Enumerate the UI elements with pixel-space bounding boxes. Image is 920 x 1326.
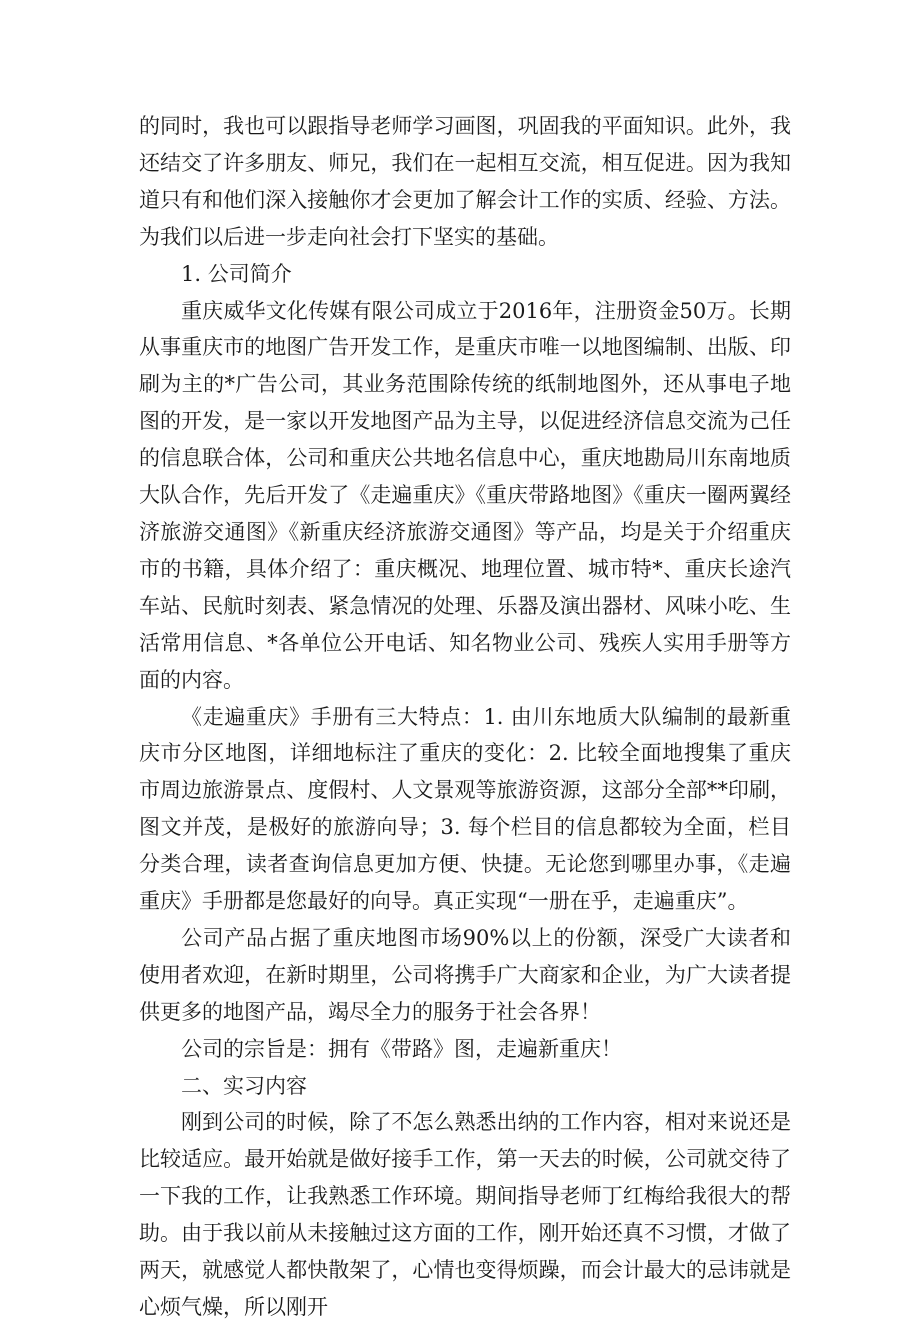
document-body: [139, 108, 791, 1326]
section-heading-company-intro: 1. 公司简介: [181, 261, 292, 286]
paragraph-continuation: 的同时，我也可以跟指导老师学习画图，巩固我的平面知识。此外，我还结交了许多朋友、师兄，我们在一起相互交流，相互促进。因为我知道只有和他们深入接触你才会更加了解会计工作的实质、经验、方法。为我们以后进一步走向社会打下坚实的基础。: [139, 114, 791, 249]
paragraph-company-overview: 重庆威华文化传媒有限公司成立于2016年，注册资金50万。长期从事重庆市的地图广告开发工作，是重庆市唯一以地图编制、出版、印刷为主的*广告公司，其业务范围除传统的纸制地图外，还从事电子地图的开发，是一家以开发地图产品为主导，以促进经济信息交流为己任的信息联合体，公司和重庆公共地名信息中心，重庆地勘局川东南地质大队合作，先后开发了《走遍重庆》《重庆带路地图》《重庆一圈两翼经济旅游交通图》《新重庆经济旅游交通图》等产品，均是关于介绍重庆市的书籍，具体介绍了：重庆概况、地理位置、城市特*、重庆长途汽车站、民航时刻表、紧急情况的处理、乐器及演出器材、风味小吃、生活常用信息、*各单位公开电话、知名物业公司、残疾人实用手册等方面的内容。: [139, 298, 791, 692]
paragraph-internship-start: 刚到公司的时候，除了不怎么熟悉出纳的工作内容，相对来说还是比较适应。最开始就是做好接手工作，第一天去的时候，公司就交待了一下我的工作，让我熟悉工作环境。期间指导老师丁红梅给我很大的帮助。由于我以前从未接触过这方面的工作，刚开始还真不习惯，才做了两天，就感觉人都快散架了，心情也变得烦躁，而会计最大的忌讳就是心烦气燥，所以刚开: [139, 1110, 791, 1319]
paragraph-market-share: 公司产品占据了重庆地图市场90%以上的份额，深受广大读者和使用者欢迎，在新时期里，公司将携手广大商家和企业，为广大读者提供更多的地图产品，竭尽全力的服务于社会各界！: [139, 925, 791, 1024]
section-heading-internship-content: 二、实习内容: [181, 1073, 307, 1098]
paragraph-handbook-features: 《走遍重庆》手册有三大特点：1. 由川东地质大队编制的最新重庆市分区地图，详细地标注了重庆的变化：2. 比较全面地搜集了重庆市周边旅游景点、度假村、人文景观等旅游资源，这部分全部**印刷，图文并茂，是极好的旅游向导；3. 每个栏目的信息都较为全面，栏目分类合理，读者查询信息更加方便、快捷。无论您到哪里办事，《走遍重庆》手册都是您最好的向导。真正实现“一册在乎，走遍重庆”。: [139, 704, 791, 914]
paragraph-company-motto: 公司的宗旨是：拥有《带路》图，走遍新重庆！: [181, 1036, 622, 1061]
